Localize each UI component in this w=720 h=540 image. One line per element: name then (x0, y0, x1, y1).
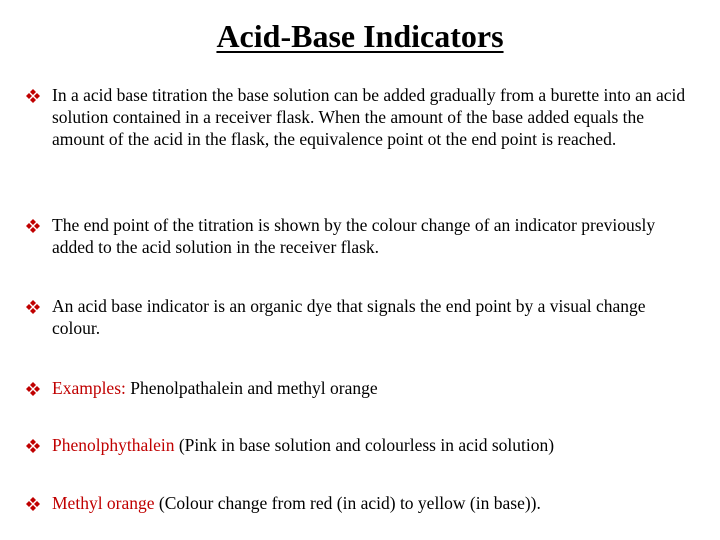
bullet-titration-process (26, 84, 696, 150)
four-diamond-bullet-icon (26, 214, 52, 233)
bullet-body: (Pink in base solution and colourless in acid solution) (174, 435, 555, 455)
bullet-examples (26, 377, 696, 399)
four-diamond-bullet-icon (26, 295, 52, 314)
bullet-phenolphthalein (26, 434, 696, 456)
bullet-text (52, 434, 696, 456)
bullet-text: In a acid base titration the base solution can be added gradually from a burette into an acid solution contained in a receiver flask. When the amount of the base added equals the amount of the acid in the flask, the equivalence point ot the end point is reached. (52, 85, 686, 149)
four-diamond-bullet-icon (26, 84, 52, 103)
bullet-text (52, 377, 696, 399)
four-diamond-bullet-icon (26, 377, 52, 396)
bullet-body: (Colour change from red (in acid) to yellow (in base)). (154, 493, 541, 513)
bullet-end-point (26, 214, 696, 258)
bullet-body: Phenolpathalein and methyl orange (125, 378, 378, 398)
bullet-highlight: Phenolphythalein (52, 435, 175, 455)
bullet-methyl-orange (26, 492, 696, 514)
slide-title-text: Acid-Base Indicators (216, 18, 504, 54)
bullet-highlight: Methyl orange (52, 493, 155, 513)
bullet-highlight: Examples: (52, 378, 126, 398)
bullet-text (52, 492, 696, 514)
bullet-text: An acid base indicator is an organic dye that signals the end point by a visual change colour. (52, 296, 646, 338)
slide-title (0, 16, 720, 56)
bullet-text: The end point of the titration is shown by the colour change of an indicator previously added to the acid solution in the receiver flask. (52, 215, 656, 257)
four-diamond-bullet-icon (26, 434, 52, 453)
bullet-indicator-definition (26, 295, 696, 339)
four-diamond-bullet-icon (26, 492, 52, 511)
